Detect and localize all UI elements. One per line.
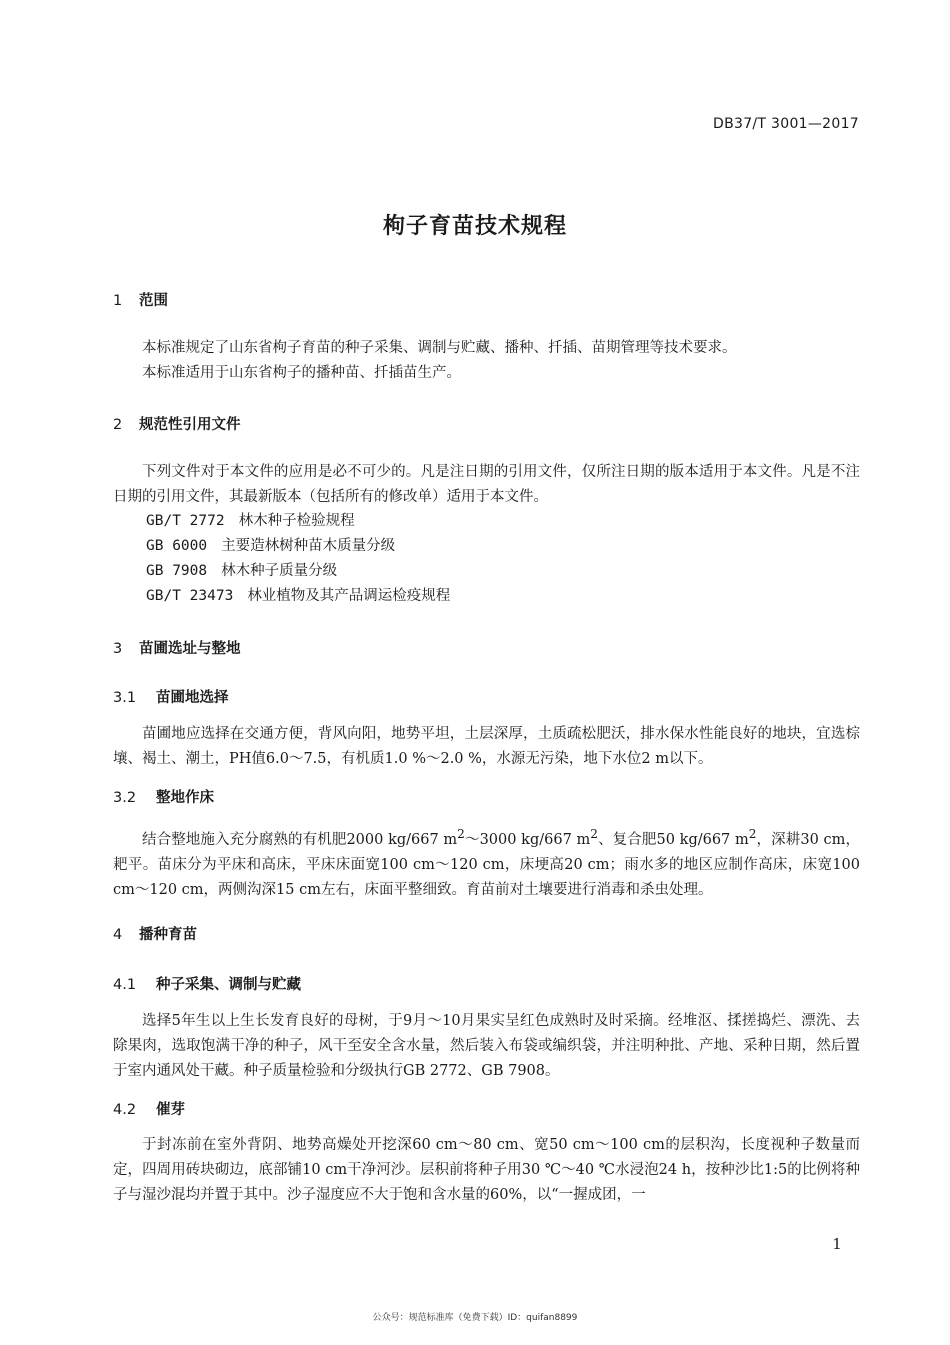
subsection-4-1-heading <box>113 973 301 994</box>
text-run: 结合整地施入充分腐熟的有机肥2000 kg/667 m <box>142 831 458 848</box>
reference-title: 林木种子检验规程 <box>238 513 355 529</box>
subsection-number: 3.1 <box>113 690 137 706</box>
subsection-number: 4.1 <box>113 977 137 993</box>
paragraph: 本标准规定了山东省枸子育苗的种子采集、调制与贮藏、播种、扦插、苗期管理等技术要求。 <box>142 340 737 356</box>
section-title: 范围 <box>139 293 168 309</box>
reference-title: 林业植物及其产品调运检疫规程 <box>247 588 451 604</box>
reference-item <box>146 534 395 559</box>
text-run: 、复合肥50 kg/667 m <box>597 831 749 848</box>
paragraph: 下列文件对于本文件的应用是必不可少的。凡是注日期的引用文件，仅所注日期的版本适用于本文件。凡是不注日期的引用文件，其最新版本（包括所有的修改单）适用于本文件。 <box>113 464 860 505</box>
subsection-3-1-heading <box>113 686 229 707</box>
section-3-heading <box>113 637 241 658</box>
reference-code: GB/T 23473 <box>146 588 234 604</box>
reference-item <box>146 584 450 609</box>
subsection-title: 苗圃地选择 <box>156 690 229 706</box>
superscript: 2 <box>590 827 598 841</box>
subsection-3-2-heading <box>113 786 214 807</box>
reference-code: GB 7908 <box>146 563 208 579</box>
reference-item <box>146 559 337 584</box>
subsection-title: 催芽 <box>156 1102 185 1118</box>
paragraph <box>113 822 860 903</box>
text-run: ，深耕30 cm，耙平。苗床分为平床和高床，平床床面宽100 cm～120 cm，床埂高20 cm；雨水多的地区应制作高床，床宽100 cm～120 cm，两侧沟深15 cm左右，床面平整细致。育苗前对土壤要进行消毒和杀虫处理。 <box>113 831 860 898</box>
footer-watermark: 公众号：规范标准库（免费下载）ID：quifan8899 <box>372 1313 578 1323</box>
section-number: 1 <box>113 293 123 309</box>
standard-code: DB37/T 3001—2017 <box>713 116 859 132</box>
reference-item <box>146 509 355 534</box>
reference-title: 主要造林树种苗木质量分级 <box>221 538 396 554</box>
paragraph: 本标准适用于山东省枸子的播种苗、扦插苗生产。 <box>142 365 461 381</box>
reference-code: GB 6000 <box>146 538 208 554</box>
subsection-title: 整地作床 <box>156 790 214 806</box>
paragraph: 苗圃地应选择在交通方便，背风向阳，地势平坦，土层深厚，土质疏松肥沃，排水保水性能良好的地块，宜选棕壤、褐土、潮土，PH值6.0～7.5，有机质1.0 %～2.0 %，水源无污染，地下水位2 m以下。 <box>113 726 860 767</box>
superscript: 2 <box>457 827 465 841</box>
section-title: 规范性引用文件 <box>139 417 241 433</box>
section-number: 3 <box>113 641 123 657</box>
paragraph: 于封冻前在室外背阴、地势高燥处开挖深60 cm～80 cm、宽50 cm～100 cm的层积沟，长度视种子数量而定，四周用砖块砌边，底部铺10 cm干净河沙。层积前将种子用30 ℃～40 ℃水浸泡24 h，按种沙比1:5的比例将种子与湿沙混均并置于其中。沙子湿度应不大于饱和含水量的60%，以“一握成团，一 <box>113 1137 860 1203</box>
section-number: 2 <box>113 417 123 433</box>
subsection-number: 4.2 <box>113 1102 137 1118</box>
subsection-4-2-heading <box>113 1098 185 1119</box>
page-title: 枸子育苗技术规程 <box>382 214 567 239</box>
subsection-number: 3.2 <box>113 790 137 806</box>
reference-title: 林木种子质量分级 <box>221 563 338 579</box>
reference-code: GB/T 2772 <box>146 513 225 529</box>
paragraph: 选择5年生以上生长发育良好的母树，于9月～10月果实呈红色成熟时及时采摘。经堆沤、揉搓捣烂、漂洗、去除果肉，选取饱满干净的种子，风干至安全含水量，然后装入布袋或编织袋，并注明种批、产地、采种日期，然后置于室内通风处干藏。种子质量检验和分级执行GB 2772、GB 7908。 <box>113 1013 860 1079</box>
section-title: 苗圃选址与整地 <box>139 641 241 657</box>
subsection-title: 种子采集、调制与贮藏 <box>156 977 301 993</box>
section-4-heading <box>113 923 197 944</box>
section-2-heading <box>113 413 241 434</box>
section-title: 播种育苗 <box>139 927 197 943</box>
section-1-heading <box>113 289 168 310</box>
text-run: ～3000 kg/667 m <box>464 831 591 848</box>
superscript: 2 <box>748 827 757 841</box>
section-number: 4 <box>113 927 123 943</box>
page-number: 1 <box>832 1235 842 1253</box>
